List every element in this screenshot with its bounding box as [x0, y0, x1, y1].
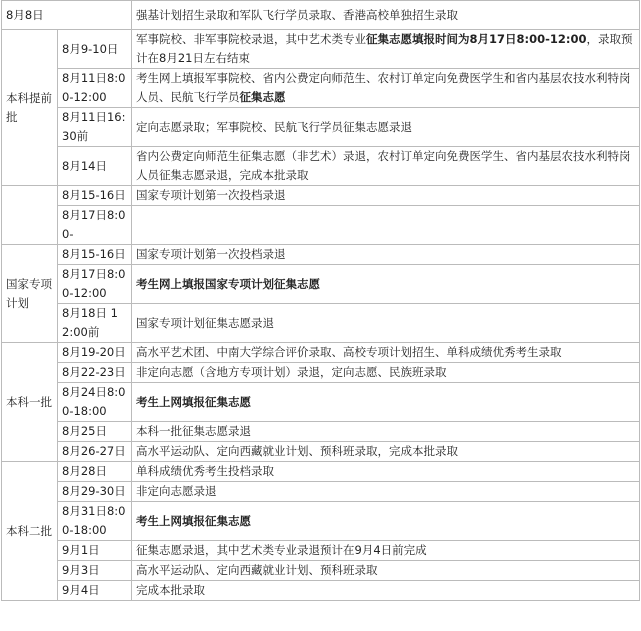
emphasis-text: 考生上网填报征集志愿	[136, 394, 252, 409]
description-cell	[132, 245, 640, 265]
category-cell: 本科提前批	[2, 30, 58, 186]
table-row	[2, 482, 640, 502]
table-row	[2, 561, 640, 581]
table-row	[2, 304, 640, 343]
description-cell	[132, 206, 640, 245]
table-row	[2, 343, 640, 363]
description-cell	[132, 541, 640, 561]
description-text: 高水平运动队、定向西藏就业计划、预科班录取	[136, 563, 378, 577]
date-cell: 8月14日	[58, 147, 132, 186]
category-cell: 本科一批	[2, 343, 58, 462]
table-row	[2, 1, 640, 30]
table-row	[2, 502, 640, 541]
description-cell	[132, 581, 640, 601]
table-row	[2, 363, 640, 383]
description-cell	[132, 343, 640, 363]
emphasis-text: 考生网上填报国家专项计划征集志愿	[136, 276, 321, 291]
date-cell: 8月17日8:00-	[58, 206, 132, 245]
table-row	[2, 245, 640, 265]
description-text: 本科一批征集志愿录退	[136, 424, 252, 438]
description-text: 考生网上填报军事院校、省内公费定向师范生、农村订单定向免费医学生和省内基层农技水利特岗人员、民航飞行学员	[136, 71, 631, 104]
date-cell: 8月24日8:00-18:00	[58, 383, 132, 422]
date-cell: 9月4日	[58, 581, 132, 601]
admission-schedule-table	[1, 0, 640, 601]
description-cell	[132, 304, 640, 343]
table-row	[2, 30, 640, 69]
date-cell: 8月15-16日	[58, 186, 132, 206]
date-cell: 8月15-16日	[58, 245, 132, 265]
schedule-body	[2, 1, 640, 601]
table-row	[2, 108, 640, 147]
description-cell	[132, 108, 640, 147]
description-cell	[132, 383, 640, 422]
date-cell: 9月3日	[58, 561, 132, 581]
description-text: 国家专项计划征集志愿录退	[136, 315, 275, 330]
table-row	[2, 442, 640, 462]
date-cell: 8月19-20日	[58, 343, 132, 363]
description-cell	[132, 442, 640, 462]
description-cell	[132, 265, 640, 304]
date-cell: 8月8日	[2, 1, 132, 30]
description-text: ，录取预计在8月21日左右结束	[136, 32, 633, 65]
table-row	[2, 69, 640, 108]
date-cell: 8月11日16:30前	[58, 108, 132, 147]
date-cell: 8月28日	[58, 462, 132, 482]
date-cell: 8月11日8:00-12:00	[58, 69, 132, 108]
table-row	[2, 383, 640, 422]
table-row	[2, 206, 640, 245]
description-cell	[132, 363, 640, 383]
description-text: 军事院校、非军事院校录退，其中艺术类专业	[136, 32, 367, 46]
table-row	[2, 265, 640, 304]
description-cell	[132, 502, 640, 541]
category-cell: 国家专项计划	[2, 245, 58, 343]
table-row	[2, 541, 640, 561]
description-text: 完成本批录取	[136, 583, 206, 597]
description-cell	[132, 186, 640, 206]
date-cell: 8月26-27日	[58, 442, 132, 462]
category-cell: 本科二批	[2, 462, 58, 601]
description-cell	[132, 561, 640, 581]
emphasis-text: 征集志愿	[239, 90, 286, 104]
date-cell: 8月29-30日	[58, 482, 132, 502]
description-text: 非定向志愿录退	[136, 484, 217, 498]
table-row	[2, 462, 640, 482]
description-cell	[132, 69, 640, 108]
description-cell	[132, 30, 640, 69]
table-row	[2, 147, 640, 186]
description-text: 高水平艺术团、中南大学综合评价录取、高校专项计划招生、单科成绩优秀考生录取	[136, 345, 562, 359]
description-cell	[132, 462, 640, 482]
date-cell: 8月25日	[58, 422, 132, 442]
date-cell: 8月18日 12:00前	[58, 304, 132, 343]
table-row	[2, 186, 640, 206]
description-cell	[132, 422, 640, 442]
date-cell: 8月31日8:00-18:00	[58, 502, 132, 541]
category-cell	[2, 186, 58, 245]
date-cell: 8月22-23日	[58, 363, 132, 383]
date-cell: 8月9-10日	[58, 30, 132, 69]
description-text: 国家专项计划第一次投档录退	[136, 247, 286, 261]
table-row	[2, 422, 640, 442]
description-text: 征集志愿录退，其中艺术类专业录退预计在9月4日前完成	[136, 543, 427, 557]
description-text: 国家专项计划第一次投档录退	[136, 188, 286, 202]
date-cell: 8月17日8:00-12:00	[58, 265, 132, 304]
description-cell	[132, 1, 640, 30]
description-text: 非定向志愿（含地方专项计划）录退，定向志愿、民族班录取	[136, 365, 447, 379]
description-text: 定向志愿录取；军事院校、民航飞行学员征集志愿录退	[136, 119, 413, 134]
description-text: 单科成绩优秀考生投档录取	[136, 464, 275, 478]
description-cell	[132, 147, 640, 186]
description-text: 高水平运动队、定向西藏就业计划、预科班录取，完成本批录取	[136, 444, 459, 458]
description-cell	[132, 482, 640, 502]
description-text: 强基计划招生录取和军队飞行学员录取、香港高校单独招生录取	[136, 7, 459, 22]
table-row	[2, 581, 640, 601]
emphasis-text: 考生上网填报征集志愿	[136, 513, 252, 528]
description-text: 省内公费定向师范生征集志愿（非艺术）录退，农村订单定向免费医学生、省内基层农技水利特岗人员征集志愿录退，完成本批录取	[136, 149, 631, 182]
emphasis-text: 征集志愿填报时间为8月17日8:00-12:00	[366, 32, 587, 46]
date-cell: 9月1日	[58, 541, 132, 561]
